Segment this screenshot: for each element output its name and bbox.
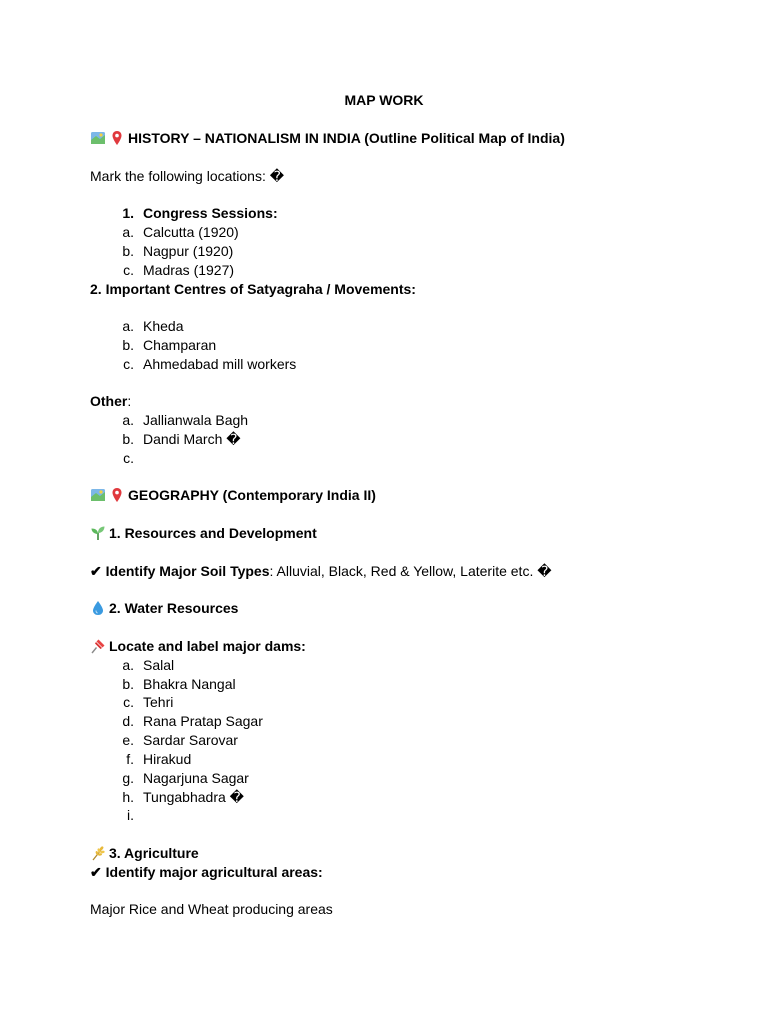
list-item-text: Tungabhadra � <box>143 789 245 805</box>
droplet-icon <box>90 600 106 616</box>
list-marker: a. <box>122 224 134 240</box>
pushpin-icon <box>90 638 106 654</box>
list-item <box>112 224 239 241</box>
other-colon: : <box>127 393 132 409</box>
list-marker: h. <box>122 789 134 805</box>
list-marker: d. <box>122 713 134 729</box>
list-marker: c. <box>123 262 134 278</box>
list-marker: c. <box>123 694 134 710</box>
list-marker: c. <box>123 356 134 372</box>
list-marker: b. <box>122 431 134 447</box>
list-item <box>112 657 174 674</box>
list-marker: a. <box>122 412 134 428</box>
history-heading: HISTORY – NATIONALISM IN INDIA (Outline Political Map of India) <box>128 130 565 146</box>
list-marker: b. <box>122 243 134 259</box>
list-marker: 1. <box>122 205 134 221</box>
agriculture-subheading-row <box>90 864 323 881</box>
list-marker: f. <box>126 751 134 767</box>
list-marker: g. <box>122 770 134 786</box>
other-heading-row <box>90 393 131 410</box>
list-item <box>112 789 244 806</box>
pin-icon <box>109 130 125 146</box>
list-item <box>112 356 296 373</box>
list-item-text: Jallianwala Bagh <box>143 412 249 428</box>
map-icon <box>90 130 106 146</box>
agriculture-heading: 3. Agriculture <box>109 845 199 861</box>
history-intro: Mark the following locations: � <box>90 168 285 184</box>
list-item <box>112 676 236 693</box>
list-item <box>112 694 173 711</box>
water-heading-row <box>90 600 238 617</box>
list-item <box>112 770 249 787</box>
list-item <box>112 337 216 354</box>
list-item <box>112 262 234 279</box>
geography-heading: GEOGRAPHY (Contemporary India II) <box>128 487 376 503</box>
agriculture-text: Major Rice and Wheat producing areas <box>90 901 333 917</box>
dams-heading-row <box>90 638 306 655</box>
wheat-icon <box>90 845 106 861</box>
list-marker: i. <box>127 807 134 823</box>
check-icon: ✔ <box>90 563 102 579</box>
list-marker: a. <box>122 318 134 334</box>
page-title: MAP WORK <box>344 92 424 108</box>
list-item <box>112 412 248 429</box>
list-item-text: Nagpur (1920) <box>143 243 234 259</box>
list-item <box>112 243 233 260</box>
list-item <box>112 751 191 768</box>
list-item-text: Sardar Sarovar <box>143 732 238 748</box>
list-item-text: Hirakud <box>143 751 192 767</box>
soil-types-label: Identify Major Soil Types <box>105 563 270 579</box>
congress-heading: Congress Sessions: <box>143 205 278 221</box>
list-item <box>112 732 238 749</box>
resources-heading-row <box>90 525 317 542</box>
list-item <box>112 713 263 730</box>
list-item <box>112 431 241 448</box>
geography-heading-row <box>90 487 376 504</box>
dams-heading: Locate and label major dams: <box>109 638 306 654</box>
water-heading: 2. Water Resources <box>109 600 239 616</box>
list-marker: b. <box>122 676 134 692</box>
list-item-text: Rana Pratap Sagar <box>143 713 263 729</box>
list-item <box>112 450 143 467</box>
pin-icon <box>109 487 125 503</box>
list-item-text: Champaran <box>143 337 217 353</box>
list-item <box>112 318 183 335</box>
seedling-icon <box>90 525 106 541</box>
other-heading: Other <box>90 393 128 409</box>
satyagraha-heading: 2. Important Centres of Satyagraha / Movements: <box>90 281 416 297</box>
list-item <box>112 807 143 824</box>
agriculture-heading-row <box>90 845 199 862</box>
soil-types-row <box>90 563 552 580</box>
list-item-text: Nagarjuna Sagar <box>143 770 249 786</box>
history-heading-row <box>90 130 565 147</box>
congress-heading-row <box>112 205 278 222</box>
list-marker: c. <box>123 450 134 466</box>
list-item-text: Madras (1927) <box>143 262 235 278</box>
list-item-text: Ahmedabad mill workers <box>143 356 297 372</box>
list-item-text: Tehri <box>143 694 174 710</box>
soil-types-text: : Alluvial, Black, Red & Yellow, Laterite etc. � <box>269 563 552 579</box>
list-item-text: Kheda <box>143 318 184 334</box>
list-item-text: Calcutta (1920) <box>143 224 239 240</box>
list-item-text: Bhakra Nangal <box>143 676 236 692</box>
resources-heading: 1. Resources and Development <box>109 525 317 541</box>
agriculture-subheading: Identify major agricultural areas: <box>105 864 323 880</box>
map-icon <box>90 487 106 503</box>
list-marker: e. <box>122 732 134 748</box>
list-marker: a. <box>122 657 134 673</box>
check-icon: ✔ <box>90 864 102 880</box>
list-item-text: Dandi March � <box>143 431 241 447</box>
list-item-text: Salal <box>143 657 175 673</box>
list-marker: b. <box>122 337 134 353</box>
